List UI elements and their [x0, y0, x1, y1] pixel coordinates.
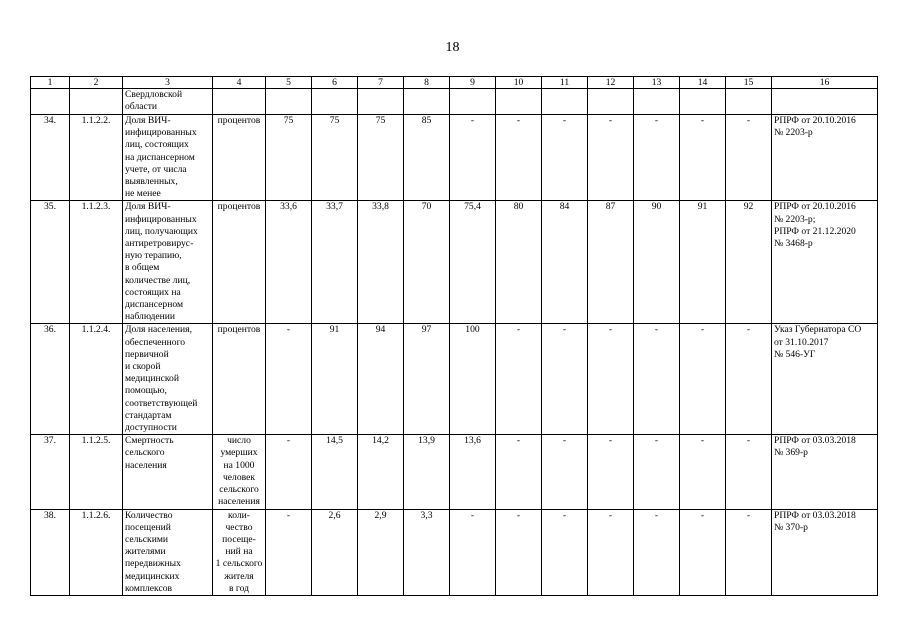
cell-indicator: Смертность сельского населения [123, 435, 213, 509]
cell-value-col12: - [588, 324, 634, 435]
cell-value-col10: - [496, 509, 542, 595]
cell-value-col15: - [726, 509, 772, 595]
cell-num: 37. [31, 435, 70, 509]
cell-code [70, 89, 123, 115]
table-row [31, 201, 878, 324]
cell-indicator: Доля ВИЧ- инфицированных лиц, получающих антиретровирус- ную терапию, в общем количестве лиц, состоящих на диспансерном наблюдении [123, 201, 213, 324]
cell-code: 1.1.2.2. [70, 115, 123, 201]
cell-value-col9: 13,6 [450, 435, 496, 509]
cell-legal-basis: РПРФ от 03.03.2018 № 369-р [772, 435, 878, 509]
cell-value-col7: 2,9 [358, 509, 404, 595]
column-header-14: 14 [680, 77, 726, 89]
cell-num: 34. [31, 115, 70, 201]
cell-value-col13: - [634, 115, 680, 201]
column-header-12: 12 [588, 77, 634, 89]
cell-value-col5: - [266, 509, 312, 595]
column-header-8: 8 [404, 77, 450, 89]
cell-value-col9: - [450, 115, 496, 201]
cell-value-col7: 94 [358, 324, 404, 435]
cell-value-col14: 91 [680, 201, 726, 324]
cell-value-col13: - [634, 509, 680, 595]
cell-code: 1.1.2.3. [70, 201, 123, 324]
header-row [31, 77, 878, 89]
cell-value-col10: - [496, 435, 542, 509]
cell-value-col13: - [634, 435, 680, 509]
table-row [31, 324, 878, 435]
cell-unit: число умерших на 1000 человек сельского населения [213, 435, 266, 509]
indicators-table [30, 76, 878, 596]
column-header-13: 13 [634, 77, 680, 89]
cell-value-col14: - [680, 435, 726, 509]
cell-unit: коли- чество посеще- ний на 1 сельского жителя в год [213, 509, 266, 595]
cell-value-col6: 33,7 [312, 201, 358, 324]
cell-unit: процентов [213, 115, 266, 201]
column-header-6: 6 [312, 77, 358, 89]
cell-value-col14: - [680, 324, 726, 435]
cell-value-col11: 84 [542, 201, 588, 324]
cell-value-col12: - [588, 435, 634, 509]
cell-value-col9: 100 [450, 324, 496, 435]
cell-value-col9: 75,4 [450, 201, 496, 324]
cell-value-col14: - [680, 509, 726, 595]
cell-value-col8: 13,9 [404, 435, 450, 509]
column-header-11: 11 [542, 77, 588, 89]
cell-value-col11: - [542, 324, 588, 435]
column-header-2: 2 [70, 77, 123, 89]
cell-indicator: Доля населения, обеспеченного первичной и скорой медицинской помощью, соответствующей стандартам доступности [123, 324, 213, 435]
cell-code: 1.1.2.4. [70, 324, 123, 435]
cell-value-col12: - [588, 509, 634, 595]
cell-value-col9: - [450, 509, 496, 595]
cell-value-col6: 2,6 [312, 509, 358, 595]
cell-value-col10: 80 [496, 201, 542, 324]
cell-code: 1.1.2.5. [70, 435, 123, 509]
column-header-10: 10 [496, 77, 542, 89]
cell-value-col5: 33,6 [266, 201, 312, 324]
column-header-1: 1 [31, 77, 70, 89]
cell-value-col7: 33,8 [358, 201, 404, 324]
column-header-15: 15 [726, 77, 772, 89]
continuation-row [31, 89, 878, 115]
cell-value-col6: 75 [312, 115, 358, 201]
cell-value-col11: - [542, 509, 588, 595]
cell-value-col15: - [726, 324, 772, 435]
cell-legal-basis: РПРФ от 20.10.2016 № 2203-р; РПРФ от 21.12.2020 № 3468-р [772, 201, 878, 324]
cell-unit [213, 89, 266, 115]
cell-value-col8: 85 [404, 115, 450, 201]
cell-value-col12: 87 [588, 201, 634, 324]
cell-value-col15: - [726, 115, 772, 201]
column-header-4: 4 [213, 77, 266, 89]
cell-code: 1.1.2.6. [70, 509, 123, 595]
cell-value-col11: - [542, 435, 588, 509]
cell-indicator: Свердловской области [123, 89, 213, 115]
page-number: 18 [445, 40, 460, 55]
cell-value-col8: 3,3 [404, 509, 450, 595]
cell-value-col11: - [542, 115, 588, 201]
cell-unit: процентов [213, 324, 266, 435]
cell-value-col10: - [496, 324, 542, 435]
table-body [31, 89, 878, 596]
cell-value-col8: 97 [404, 324, 450, 435]
cell-value-col12: - [588, 115, 634, 201]
column-header-3: 3 [123, 77, 213, 89]
cell-value-col13: - [634, 324, 680, 435]
column-header-16: 16 [772, 77, 878, 89]
table-row [31, 435, 878, 509]
cell-value-col14: - [680, 115, 726, 201]
cell-value-col15: - [726, 435, 772, 509]
column-header-5: 5 [266, 77, 312, 89]
cell-value-col5: 75 [266, 115, 312, 201]
cell-value-col13: 90 [634, 201, 680, 324]
table-row [31, 115, 878, 201]
cell-value-col6: 91 [312, 324, 358, 435]
cell-value-col15: 92 [726, 201, 772, 324]
cell-num: 35. [31, 201, 70, 324]
cell-num [31, 89, 70, 115]
cell-value-col7: 75 [358, 115, 404, 201]
cell-value-col5: - [266, 435, 312, 509]
cell-num: 36. [31, 324, 70, 435]
cell-value-col5: - [266, 324, 312, 435]
cell-indicator: Доля ВИЧ- инфицированных лиц, состоящих на диспансерном учете, от числа выявленных, не менее [123, 115, 213, 201]
cell-value-col10: - [496, 115, 542, 201]
cell-unit: процентов [213, 201, 266, 324]
cell-value-col7: 14,2 [358, 435, 404, 509]
cell-legal-basis: РПРФ от 20.10.2016 № 2203-р [772, 115, 878, 201]
cell-value-col8: 70 [404, 201, 450, 324]
table-row [31, 509, 878, 595]
cell-num: 38. [31, 509, 70, 595]
cell-indicator: Количество посещений сельскими жителями передвижных медицинских комплексов [123, 509, 213, 595]
cell-value-col6: 14,5 [312, 435, 358, 509]
cell-legal-basis: Указ Губернатора СО от 31.10.2017 № 546-УГ [772, 324, 878, 435]
cell-legal-basis: РПРФ от 03.03.2018 № 370-р [772, 509, 878, 595]
column-header-7: 7 [358, 77, 404, 89]
cell-legal [772, 89, 878, 115]
column-header-9: 9 [450, 77, 496, 89]
